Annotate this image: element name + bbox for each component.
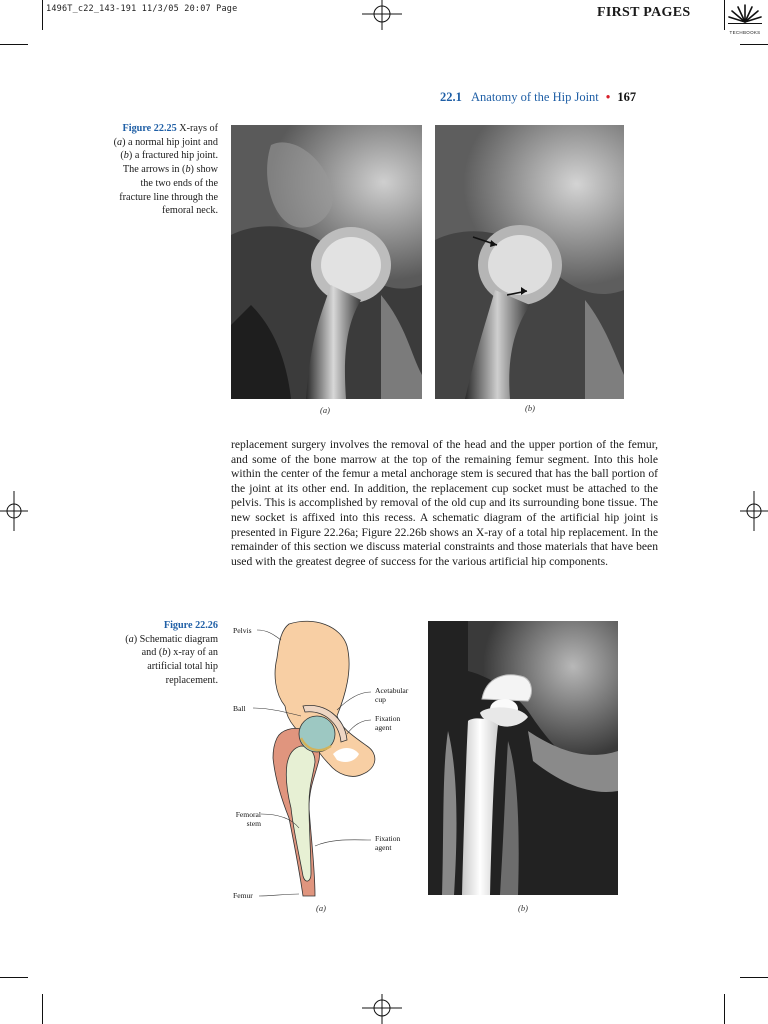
figure-22-25-caption: Figure 22.25 X-rays of (a) a normal hip joint and (b) a fractured hip joint. The arrows in (b) show the two ends of the fracture line through the femoral neck. [113, 123, 218, 217]
crop-mark [740, 977, 768, 978]
xray-fractured-hip [435, 125, 624, 399]
label-femur: Femur [233, 891, 253, 900]
running-head [440, 90, 636, 105]
label-pelvis: Pelvis [233, 626, 252, 635]
publisher-logo [726, 2, 764, 36]
publisher-logo-text: TECHBOOKS [729, 30, 761, 35]
body-paragraph: replacement surgery involves the removal of the head and the upper portion of the femur, and some of the bone marrow at the top of the remaining femur segment. Into this hole within the center of the femur a metal anchorage stem is secured that has the ball portion of the joint at its other end. In addition, the replacement cup socket must be attached to the pelvis. This is accomplished by removal of the old cup and its surrounding bone tissue. The new socket is affixed into this recess. A schematic diagram of the artificial hip joint is presented in Figure 22.26a; Figure 22.26b shows an X-ray of a total hip replacement. In the remainder of this section we discuss material constraints and those materials that have been used with the greatest degree of success for the various artificial hip components. [231, 438, 658, 568]
label-acetabular-cup: Acetabular cup [375, 686, 409, 704]
label-femoral-stem: Femoral stem [235, 810, 261, 828]
registration-mark-icon [362, 0, 402, 30]
registration-mark-icon [362, 994, 402, 1024]
first-pages-label: FIRST PAGES [597, 5, 691, 20]
figure-22-25-panel-b-label: (b) [525, 403, 535, 413]
crop-mark [0, 44, 28, 45]
page-number: 167 [617, 90, 637, 104]
crop-mark [42, 994, 43, 1024]
figure-22-26-panel-b-label: (b) [518, 903, 528, 913]
figure-22-25-panel-a-label: (a) [320, 405, 330, 415]
running-head-bullet: • [605, 90, 611, 104]
crop-mark [724, 0, 725, 30]
label-fixation-agent-lower: Fixation agent [375, 834, 401, 852]
figure-22-26-panel-a-label: (a) [316, 903, 326, 913]
xray-normal-hip [231, 125, 422, 399]
label-ball: Ball [233, 704, 246, 713]
registration-mark-icon [740, 491, 768, 531]
section-title: Anatomy of the Hip Joint [471, 90, 599, 104]
section-number: 22.1 [440, 90, 462, 104]
crop-mark [724, 994, 725, 1024]
xray-hip-replacement [428, 621, 618, 895]
hip-replacement-schematic [229, 618, 419, 902]
crop-mark [0, 977, 28, 978]
crop-mark [42, 0, 43, 30]
figure-22-26-caption: Figure 22.26 (a) Schematic diagram and (b) x-ray of an artificial total hip replacement. [112, 619, 218, 688]
registration-mark-icon [0, 491, 28, 531]
figure-label: Figure 22.26 [163, 620, 218, 631]
figure-label: Figure 22.25 [122, 123, 177, 134]
crop-mark [740, 44, 768, 45]
label-fixation-agent-upper: Fixation agent [375, 714, 401, 732]
job-slug: 1496T_c22_143-191 11/3/05 20:07 Page [46, 4, 238, 14]
